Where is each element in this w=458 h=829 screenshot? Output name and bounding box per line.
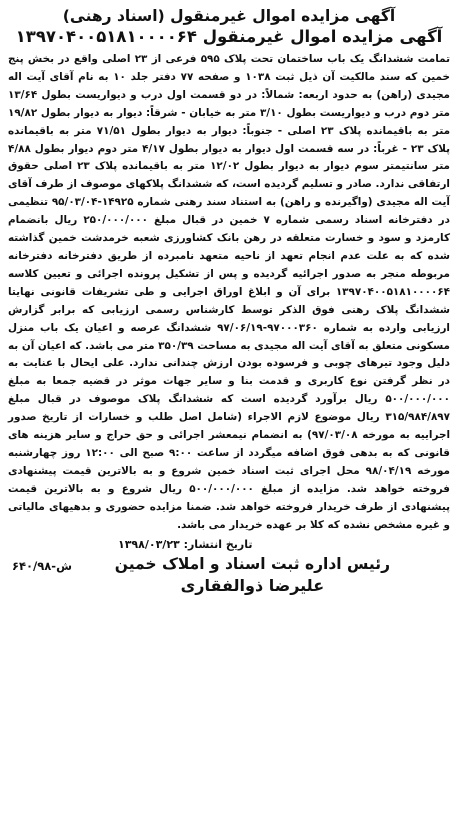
signer-name: علیرضا ذوالفقاری [180,576,325,596]
signer [115,554,450,597]
notice-subtitle: آگهی مزایده اموال غیرمنقول ۱۳۹۷۰۴۰۰۵۱۸۱۰۰۰۰۶۴ [15,27,443,46]
notice-paragraph: تمامت ششدانگ یک باب ساختمان تحت پلاک ۵۹۵ فرعی از ۲۳ اصلی واقع در بخش پنج خمین که سند مالکیت آن ذیل ثبت ۱۰۳۸ و صفحه ۷۷ دفتر جلد ۱۰ به نام آقای آیت اله مجیدی (راهن) به حدود اربعه: شمالاً: در دو قسمت اول درب و دیواریست بطول ۱۳/۶۴ متر دوم درب و دیواریست بطول ۳/۱۰ متر به خیابان - شرقاً: دیوار به دیوار بطول ۱۹/۸۲ متر به باقیمانده پلاک ۲۳ اصلی - جنوباً: دیوار به دیوار بطول ۷۱/۵۱ متر به باقیمانده پلاک ۲۳ - غرباً: در سه قسمت اول دیوار به دیوار بطول ۴/۱۷ متر دوم دیوار بطول ۴/۸۸ متر سانتیمتر سوم دیوار به دیوار بطول ۱۲/۰۲ متر به باقیمانده پلاک ۲۳ اصلی حقوق ارتفاقی ندارد. صادر و تسلیم گردیده است، که ششدانگ پلاکهای موصوف از طرف آقای آیت اله مجیدی (واگیرنده و راهن) به استناد سند رهنی شماره ۱۴۹۲۵-۹۵/۰۳/۰۴ تنظیمی در دفترخانه اسناد رسمی شماره ۷ خمین در قبال مبلغ ۲۵۰/۰۰۰/۰۰۰ ریال بانضمام کارمزد و سود و خسارت متعلقه در رهن بانک کشاورزی شعبه خرمدشت خمین گذاشته شده که به علت عدم انجام تعهد از ناحیه متعهد نامبرده از طریق دفترخانه دفترخانه مربوطه منجر به صدور اجرائیه گردیده و پس از تشکیل پرونده اجرائی و تعیین کلاسه ۱۳۹۷۰۴۰۰۵۱۸۱۰۰۰۰۶۴ برای آن و ابلاغ اوراق اجرایی و طی تشریفات قانونی نهایتا ششدانگ پلاک رهنی فوق الذکر توسط کارشناس رسمی ارزیابی که برابر گزارش ارزیابی وارده به شماره ۹۷۰۰۰۳۶۰-۹۷/۰۶/۱۹ ششدانگ عرصه و اعیان یک باب منزل مسکونی متعلق به آقای آیت اله مجیدی به مساحت ۳۵۰/۳۹ متر می باشد. که اعیان آن به دلیل وجود تیرهای چوبی و فرسوده بودن ارزش چندانی ندارد. علی ایحال با عنایت به در نظر گرفتن نوع کاربری و قدمت بنا و سایر جهات موثر در قضیه جمعا به مبلغ ۵۰۰/۰۰۰/۰۰۰ ریال برآورد گردیده است که ششدانگ پلاک موصوف در قبال مبلغ ۳۱۵/۹۸۴/۸۹۷ ریال موضوع لازم الاجراء (شامل اصل طلب و خسارات از تاریخ صدور اجراییه به مورخه ۹۷/۰۳/۰۸) به انضمام نیمعشر اجرائی و حق حراج و سایر هزینه های قانونی که به بدهی فوق اضافه میگردد از ساعت ۹:۰۰ صبح الی ۱۲:۰۰ روز چهارشنبه مورخه ۹۸/۰۴/۱۹ محل اجرای ثبت اسناد خمین شروع و به بالاترین قیمت پیشنهادی فروخته خواهد شد. مزایده از مبلغ ۵۰۰/۰۰۰/۰۰۰ ریال شروع و به بالاترین قیمت پیشنهادی از طرف خریدار فروخته خواهد شد. ضمنا مزایده حضوری و بدهیهای مالیاتی و غیره مشخص نشده که کلا بر عهده خریدار می باشد. [8,53,451,531]
notice-code: ۶۴۰/۹۸-ش [12,559,72,574]
signer-title: رئیس اداره ثبت اسناد و املاک خمین [114,555,390,574]
publish-date: تاریخ انتشار: ۱۳۹۸/۰۳/۲۳ [118,538,253,552]
signature-block [8,554,450,597]
notice-body [8,51,450,534]
notice-title: آگهی مزایده اموال غیرمنقول (اسناد رهنی) [62,7,396,25]
